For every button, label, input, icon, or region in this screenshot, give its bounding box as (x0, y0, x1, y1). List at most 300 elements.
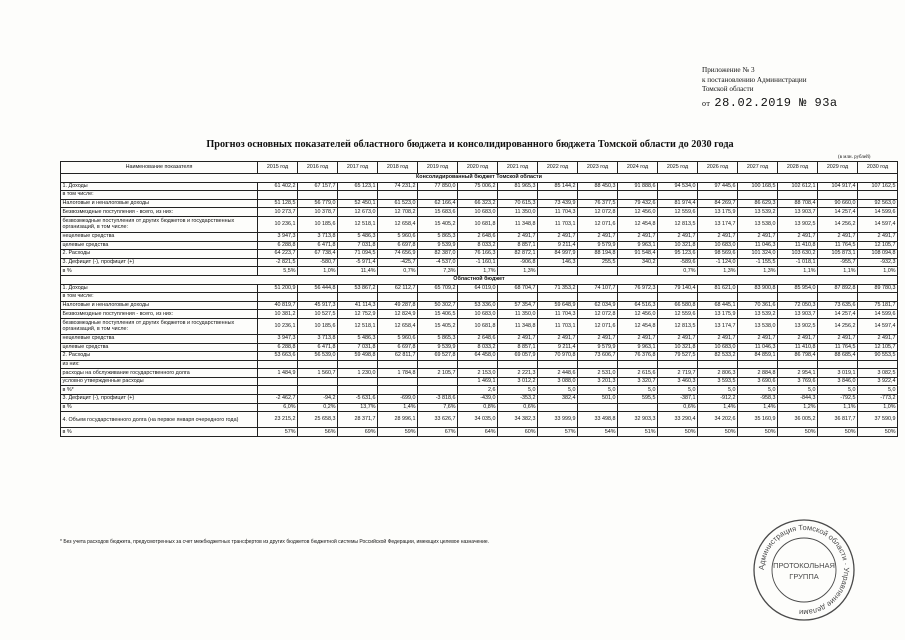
table-cell: 83 900,8 (738, 284, 778, 293)
table-cell (658, 293, 698, 302)
table-cell: 10 683,0 (458, 310, 498, 319)
table-cell: 12 752,9 (338, 310, 378, 319)
table-cell (818, 360, 858, 369)
table-cell: 64 458,0 (458, 352, 498, 361)
table-cell (698, 191, 738, 200)
header-year: 2021 год (498, 162, 538, 174)
table-cell: 13 174,7 (698, 318, 738, 334)
table-cell: 105 873,1 (818, 250, 858, 259)
table-cell (778, 293, 818, 302)
table-cell (458, 191, 498, 200)
table-cell: 81 974,4 (658, 199, 698, 208)
units-note: (в млн. рублей) (838, 155, 871, 160)
table-cell: 5 865,3 (418, 232, 458, 241)
table-cell: 77 850,0 (418, 182, 458, 191)
table-cell: 34 382,3 (498, 412, 538, 428)
table-cell: 11 046,3 (738, 241, 778, 250)
table-cell: 2 491,7 (618, 334, 658, 343)
table-cell: 79 140,4 (658, 284, 698, 293)
table-cell: 6 288,8 (258, 241, 298, 250)
table-cell: 5 960,6 (378, 232, 418, 241)
row-label: 1. Доходы (61, 182, 258, 191)
table-cell: 98 569,6 (698, 250, 738, 259)
table-cell: 104 917,4 (818, 182, 858, 191)
table-cell: 14 257,4 (818, 310, 858, 319)
table-cell: 10 683,0 (698, 343, 738, 352)
table-cell: 51% (618, 428, 658, 437)
table-cell: 1,4% (698, 403, 738, 412)
section-header-row (61, 275, 898, 284)
table-cell: 74 107,7 (578, 284, 618, 293)
table-cell: 6 288,8 (258, 343, 298, 352)
appendix-header (702, 66, 807, 95)
table-row (61, 334, 898, 343)
table-row (61, 377, 898, 386)
table-cell: 88 685,4 (818, 352, 858, 361)
table-cell: 6 471,8 (298, 343, 338, 352)
header-year: 2017 год (338, 162, 378, 174)
table-cell: 50 302,7 (418, 301, 458, 310)
table-cell: 2 954,1 (778, 369, 818, 378)
table-cell (538, 191, 578, 200)
table-cell: 11 410,8 (778, 241, 818, 250)
table-row (61, 241, 898, 250)
table-cell: 12 813,5 (658, 216, 698, 232)
table-cell: 91 548,4 (618, 250, 658, 259)
row-label: в %* (61, 386, 258, 395)
table-cell: 2 105,7 (418, 369, 458, 378)
table-cell: 12 673,0 (338, 208, 378, 217)
table-cell: -932,3 (858, 258, 898, 267)
table-cell (698, 360, 738, 369)
table-cell: 85 954,0 (778, 284, 818, 293)
table-cell: 11 704,3 (538, 208, 578, 217)
table-cell: 9 211,4 (538, 343, 578, 352)
table-cell: 0,6% (498, 403, 538, 412)
table-cell: 2 491,7 (498, 232, 538, 241)
table-cell: 2 884,8 (738, 369, 778, 378)
table-cell: 50% (778, 428, 818, 437)
table-row (61, 352, 898, 361)
row-label: из них: (61, 360, 258, 369)
table-cell: 15 405,2 (418, 216, 458, 232)
table-cell: 50% (818, 428, 858, 437)
table-cell: 2 221,3 (498, 369, 538, 378)
row-label: условно утвержденные расходы (61, 377, 258, 386)
table-cell: 59 498,8 (338, 352, 378, 361)
table-cell: 56% (298, 428, 338, 437)
date-prefix: от (702, 99, 711, 108)
table-cell: 69 527,8 (418, 352, 458, 361)
table-cell: 6 697,8 (378, 343, 418, 352)
table-cell: 0,8% (458, 403, 498, 412)
table-cell: 82 872,1 (498, 250, 538, 259)
table-cell: 100 168,5 (738, 182, 778, 191)
table-cell: 34 035,0 (458, 412, 498, 428)
table-cell: 33 626,7 (418, 412, 458, 428)
table-cell: 7,3% (418, 267, 458, 276)
table-cell: -2 462,7 (258, 395, 298, 404)
table-cell: 81 621,0 (698, 284, 738, 293)
table-cell: 101 324,0 (738, 250, 778, 259)
table-cell: 14 599,6 (858, 310, 898, 319)
table-cell: 14 597,4 (858, 216, 898, 232)
table-cell: 76 377,5 (578, 199, 618, 208)
table-cell (458, 293, 498, 302)
header-year: 2020 год (458, 162, 498, 174)
row-label: целевые средства (61, 241, 258, 250)
table-cell: 5 865,3 (418, 334, 458, 343)
table-row (61, 310, 898, 319)
table-cell (338, 386, 378, 395)
table-cell: 3 593,5 (698, 377, 738, 386)
table-cell: 0,7% (658, 267, 698, 276)
table-cell: 41 114,3 (338, 301, 378, 310)
table-cell: 11,4% (338, 267, 378, 276)
table-cell: 340,2 (618, 258, 658, 267)
table-cell: 66 323,2 (458, 199, 498, 208)
header-year: 2026 год (698, 162, 738, 174)
table-cell (338, 377, 378, 386)
row-label: 2. Расходы (61, 352, 258, 361)
table-cell: 1 230,0 (338, 369, 378, 378)
table-cell (618, 360, 658, 369)
table-cell: 10 321,8 (658, 343, 698, 352)
table-cell: 3 713,8 (298, 334, 338, 343)
table-cell: 0,7% (378, 267, 418, 276)
table-cell: 86 629,3 (738, 199, 778, 208)
table-cell: 5,0 (738, 386, 778, 395)
table-cell: 57% (538, 428, 578, 437)
table-cell (738, 360, 778, 369)
table-cell: 2 648,6 (458, 334, 498, 343)
table-cell: 65 709,2 (418, 284, 458, 293)
table-cell (658, 191, 698, 200)
table-cell: 12 071,6 (578, 318, 618, 334)
table-cell (778, 360, 818, 369)
table-cell: 5 486,3 (338, 232, 378, 241)
table-cell: 13 539,2 (738, 208, 778, 217)
table-cell: 11 348,8 (498, 216, 538, 232)
table-cell: 79 527,5 (658, 352, 698, 361)
table-cell: 74 656,9 (378, 250, 418, 259)
table-cell: 10 683,0 (698, 241, 738, 250)
table-cell (378, 377, 418, 386)
table-cell: 12 072,8 (578, 310, 618, 319)
table-cell: -958,3 (738, 395, 778, 404)
table-cell: 3 088,0 (538, 377, 578, 386)
table-cell: 3 201,3 (578, 377, 618, 386)
table-cell: 12 518,1 (338, 216, 378, 232)
table-cell: 50% (658, 428, 698, 437)
table-cell: 2 648,6 (458, 232, 498, 241)
table-cell: 7,6% (418, 403, 458, 412)
table-cell: 56 779,0 (298, 199, 338, 208)
table-cell: 2 491,7 (778, 334, 818, 343)
table-cell: 12 813,5 (658, 318, 698, 334)
table-row (61, 428, 898, 437)
table-cell: -1 018,1 (778, 258, 818, 267)
table-cell: 3 082,5 (858, 369, 898, 378)
table-cell (738, 293, 778, 302)
table-cell: 9 539,9 (418, 241, 458, 250)
table-row (61, 301, 898, 310)
header-year: 2024 год (618, 162, 658, 174)
table-cell: 11 703,1 (538, 216, 578, 232)
table-cell: 61 402,2 (258, 182, 298, 191)
table-cell: 8 033,2 (458, 343, 498, 352)
table-cell (418, 293, 458, 302)
table-cell (298, 386, 338, 395)
table-cell: 3 320,7 (618, 377, 658, 386)
table-cell: 3 012,2 (498, 377, 538, 386)
table-cell (618, 293, 658, 302)
table-cell: 9 211,4 (538, 241, 578, 250)
row-label: нецелевые средства (61, 232, 258, 241)
table-cell: 14 597,4 (858, 318, 898, 334)
section-title: Областной бюджет (61, 275, 898, 284)
table-cell: 34 202,6 (698, 412, 738, 428)
table-cell: 7 031,8 (338, 241, 378, 250)
stamp-line1: ПРОТОКОЛЬНАЯ (773, 561, 835, 570)
table-cell: 11 704,3 (538, 310, 578, 319)
table-cell: 1,1% (818, 267, 858, 276)
row-label: Налоговые и неналоговые доходы (61, 199, 258, 208)
table-cell: -912,2 (698, 395, 738, 404)
table-cell: -425,7 (378, 258, 418, 267)
table-cell (858, 293, 898, 302)
table-cell: 2 491,7 (618, 232, 658, 241)
table-cell: 12 105,7 (858, 241, 898, 250)
stamp-inner-ring (772, 538, 836, 602)
table-cell (258, 360, 298, 369)
table-cell (538, 293, 578, 302)
table-cell: 85 144,2 (538, 182, 578, 191)
row-label: 3. Дефицит (-), профицит (+) (61, 258, 258, 267)
table-cell: 11 046,3 (738, 343, 778, 352)
table-cell: 2 806,3 (698, 369, 738, 378)
table-cell: 1,3% (738, 267, 778, 276)
table-cell: 6 471,8 (298, 241, 338, 250)
table-cell: 72 050,3 (778, 301, 818, 310)
table-cell: 255,5 (578, 258, 618, 267)
table-cell: -792,5 (818, 395, 858, 404)
section-title: Консолидированный бюджет Томской области (61, 174, 898, 183)
table-cell: -1 160,1 (458, 258, 498, 267)
appendix-ref: к постановлению Администрации (702, 75, 807, 84)
table-cell: 13 903,7 (778, 208, 818, 217)
table-cell: 15 406,5 (418, 310, 458, 319)
table-cell: 8 033,2 (458, 241, 498, 250)
table-cell: 69% (338, 428, 378, 437)
table-cell: 2 491,7 (818, 232, 858, 241)
table-cell: 8 857,1 (498, 241, 538, 250)
table-cell: 9 579,9 (578, 241, 618, 250)
table-cell: 52 450,1 (338, 199, 378, 208)
table-cell: 13 538,0 (738, 216, 778, 232)
row-label: Безвозмездные поступления - всего, из них: (61, 310, 258, 319)
table-cell: 13 175,9 (698, 310, 738, 319)
table-cell: 13 902,5 (778, 318, 818, 334)
table-cell: 11 350,0 (498, 208, 538, 217)
table-cell: -94,2 (298, 395, 338, 404)
table-cell: 97 445,6 (698, 182, 738, 191)
table-cell: 2 491,7 (658, 334, 698, 343)
table-cell: 94 534,0 (658, 182, 698, 191)
table-cell: 0,2% (298, 403, 338, 412)
table-cell: 60% (498, 428, 538, 437)
table-cell: 1,0% (298, 267, 338, 276)
table-cell: 12 071,6 (578, 216, 618, 232)
table-cell: 28 371,7 (338, 412, 378, 428)
table-cell: 5,0 (778, 386, 818, 395)
table-cell: 9 963,1 (618, 241, 658, 250)
row-label: 2. Расходы (61, 250, 258, 259)
table-cell: 10 683,0 (458, 208, 498, 217)
header-year: 2025 год (658, 162, 698, 174)
table-cell: 88 708,4 (778, 199, 818, 208)
table-cell: 40 819,7 (258, 301, 298, 310)
table-cell: 2 491,7 (698, 232, 738, 241)
table-cell: 1,4% (738, 403, 778, 412)
table-cell (578, 403, 618, 412)
table-cell: 64 223,7 (258, 250, 298, 259)
table-cell: 76 166,3 (458, 250, 498, 259)
table-cell: 6,0% (258, 403, 298, 412)
table-cell: -699,0 (378, 395, 418, 404)
table-cell: 33 290,4 (658, 412, 698, 428)
table-cell: 5,0 (698, 386, 738, 395)
header-year: 2027 год (738, 162, 778, 174)
table-cell: -353,2 (498, 395, 538, 404)
table-cell (298, 377, 338, 386)
table-cell: 1,0% (858, 267, 898, 276)
table-cell: 50% (858, 428, 898, 437)
table-cell: 3 713,8 (298, 232, 338, 241)
header-year: 2029 год (818, 162, 858, 174)
table-cell (378, 386, 418, 395)
table-cell: 11 764,5 (818, 241, 858, 250)
table-cell: -1 155,5 (738, 258, 778, 267)
row-label: в % (61, 267, 258, 276)
table-cell: 15 405,2 (418, 318, 458, 334)
table-cell: 76 376,8 (618, 352, 658, 361)
table-cell: 2 531,0 (578, 369, 618, 378)
table-cell: 3 922,4 (858, 377, 898, 386)
table-cell: 2 491,7 (738, 334, 778, 343)
table-cell: 5 960,6 (378, 334, 418, 343)
table-cell: 57% (258, 428, 298, 437)
table-cell: 33 498,8 (578, 412, 618, 428)
table-cell: 64 019,0 (458, 284, 498, 293)
table-cell: 66 580,8 (658, 301, 698, 310)
table-cell (258, 191, 298, 200)
table-cell: 50% (698, 428, 738, 437)
table-cell: 13,7% (338, 403, 378, 412)
table-cell: 12 072,8 (578, 208, 618, 217)
table-cell (498, 191, 538, 200)
header-year: 2023 год (578, 162, 618, 174)
table-cell: 68 445,1 (698, 301, 738, 310)
table-cell: 84 269,7 (698, 199, 738, 208)
row-label: в том числе: (61, 191, 258, 200)
table-cell: 64% (458, 428, 498, 437)
table-cell: 88 194,8 (578, 250, 618, 259)
table-cell (578, 293, 618, 302)
table-row (61, 318, 898, 334)
table-cell: 37 590,9 (858, 412, 898, 428)
table-cell: 10 185,6 (298, 318, 338, 334)
table-cell: 84 859,1 (738, 352, 778, 361)
table-cell: 12 658,4 (378, 216, 418, 232)
table-row (61, 216, 898, 232)
row-label: в % (61, 428, 258, 437)
table-cell: 10 527,5 (298, 310, 338, 319)
table-cell: 61 523,0 (378, 199, 418, 208)
table-cell: 10 321,8 (658, 241, 698, 250)
table-cell: 13 539,2 (738, 310, 778, 319)
table-cell (378, 360, 418, 369)
table-cell: 6 697,8 (378, 241, 418, 250)
table-cell: -955,7 (818, 258, 858, 267)
table-cell (618, 267, 658, 276)
appendix-region: Томской области (702, 85, 754, 93)
table-header-row (61, 162, 898, 174)
table-cell: 23 215,2 (258, 412, 298, 428)
table-cell (538, 403, 578, 412)
row-label: безвозмездные поступления от других бюджетов и государственных организаций, в том числе: (61, 216, 258, 232)
table-cell: 2 491,7 (858, 334, 898, 343)
table-cell: 68 704,7 (498, 284, 538, 293)
row-label: расходы на обслуживание государственного долга (61, 369, 258, 378)
stamp-outer-ring (754, 520, 854, 620)
table-cell: 88 450,3 (578, 182, 618, 191)
header-indicator: Наименование показателя (61, 162, 258, 174)
table-cell: 70 615,3 (498, 199, 538, 208)
table-cell: 12 559,6 (658, 310, 698, 319)
header-year: 2019 год (418, 162, 458, 174)
table-cell (258, 386, 298, 395)
table-cell: 45 917,3 (298, 301, 338, 310)
table-cell: 36 005,2 (778, 412, 818, 428)
table-cell: 2 719,7 (658, 369, 698, 378)
table-cell: 70 361,6 (738, 301, 778, 310)
table-cell (738, 191, 778, 200)
protocol-group-stamp (752, 518, 856, 622)
table-cell: 56 444,8 (298, 284, 338, 293)
table-cell: 12 824,9 (378, 310, 418, 319)
table-cell: 13 174,7 (698, 216, 738, 232)
table-cell: 1,0% (858, 403, 898, 412)
table-cell: 1,3% (498, 267, 538, 276)
header-year: 2018 год (378, 162, 418, 174)
table-cell: 5,0 (618, 386, 658, 395)
table-cell (378, 293, 418, 302)
table-cell: 56 539,0 (298, 352, 338, 361)
table-cell: 49 287,8 (378, 301, 418, 310)
table-cell: 2 491,7 (578, 232, 618, 241)
table-cell (578, 191, 618, 200)
table-cell: 1,4% (378, 403, 418, 412)
table-cell: 5 486,3 (338, 334, 378, 343)
table-cell (538, 360, 578, 369)
table-cell: 2 491,7 (538, 334, 578, 343)
table-cell: 10 681,8 (458, 318, 498, 334)
table-cell: 3 019,1 (818, 369, 858, 378)
table-cell: 53 663,6 (258, 352, 298, 361)
table-cell: 67 738,4 (298, 250, 338, 259)
table-cell: 10 378,7 (298, 208, 338, 217)
